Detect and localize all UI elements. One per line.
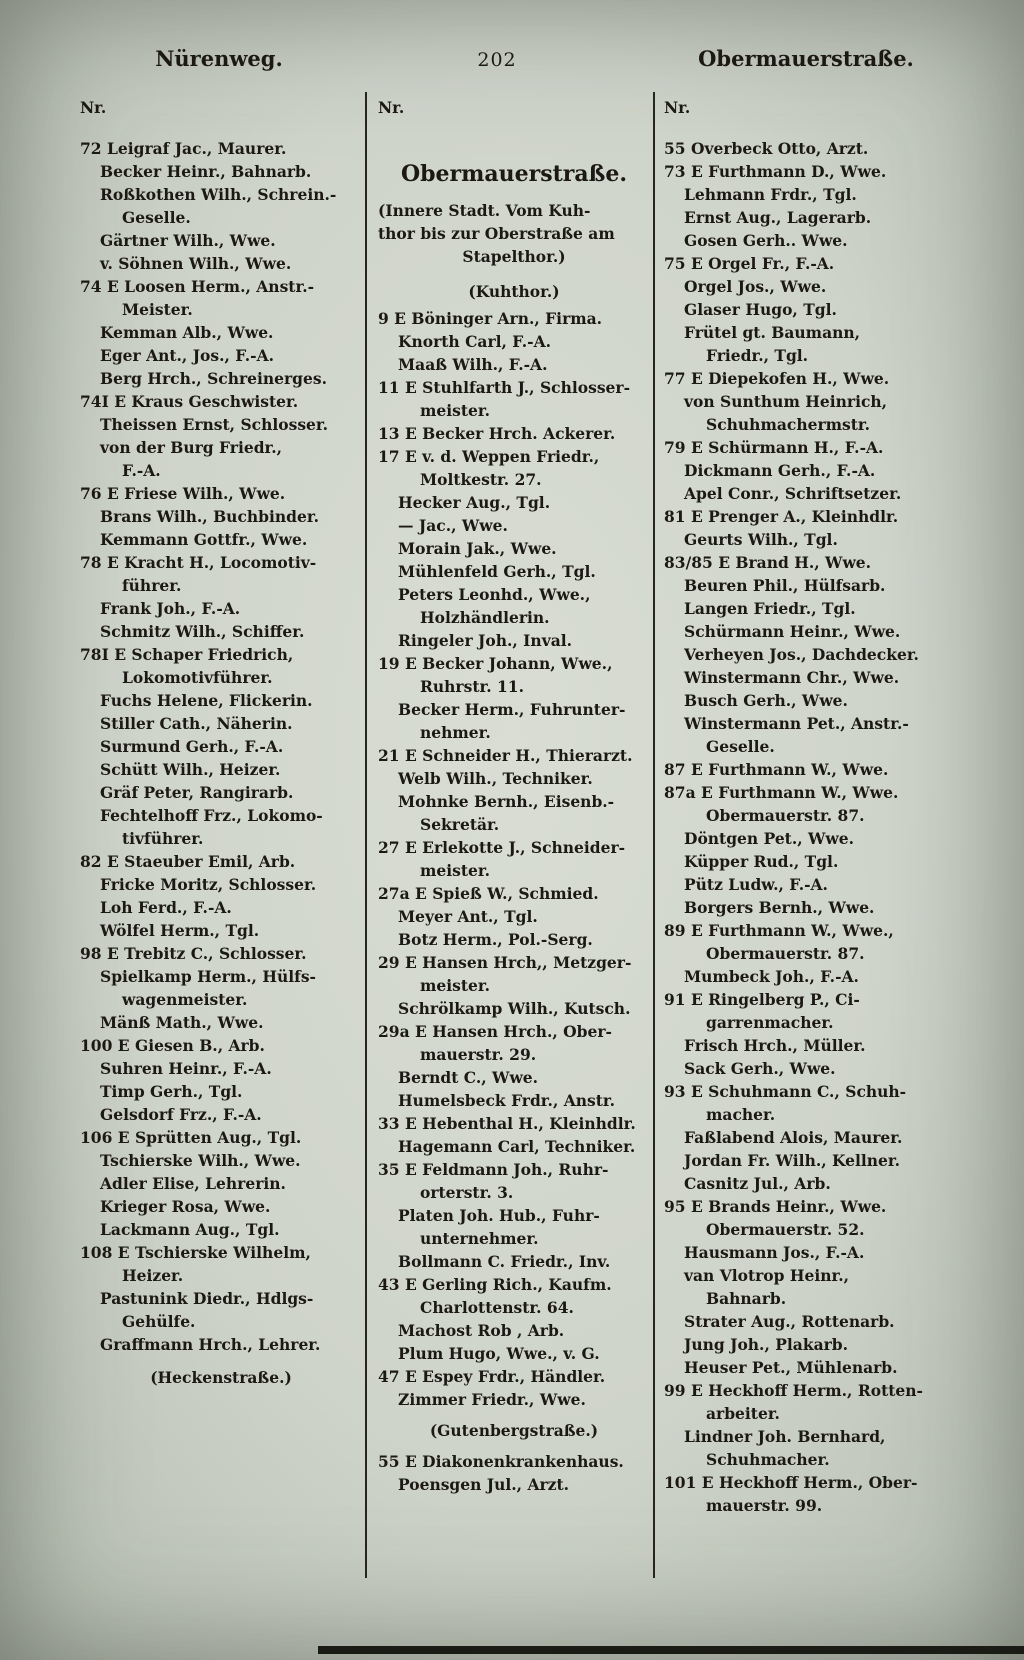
entry-line: Morain Jak., Wwe. xyxy=(398,539,557,558)
street-heading: Obermauerstraße. xyxy=(400,161,627,187)
entry-line: Gosen Gerh.. Wwe. xyxy=(684,231,848,250)
entry-line: 77 E Diepekofen H., Wwe. xyxy=(664,369,890,388)
entry-line: Schmitz Wilh., Schiffer. xyxy=(100,622,305,641)
entry-line: Frütel gt. Baumann, xyxy=(684,323,861,342)
entry-line: Suhren Heinr., F.-A. xyxy=(100,1059,272,1078)
entry-line: Dickmann Gerh., F.-A. xyxy=(684,461,876,480)
entry-line: 21 E Schneider H., Thierarzt. xyxy=(378,746,633,765)
entry-line: von Sunthum Heinrich, xyxy=(684,392,888,411)
entry-line: mauerstr. 99. xyxy=(706,1496,823,1515)
entry-line: Schürmann Heinr., Wwe. xyxy=(684,622,901,641)
entry-line: Zimmer Friedr., Wwe. xyxy=(398,1390,586,1409)
entry-line: 91 E Ringelberg P., Ci- xyxy=(664,990,860,1009)
entry-line: 55 E Diakonenkrankenhaus. xyxy=(378,1452,624,1471)
entry-line: meister. xyxy=(420,401,491,420)
entry-line: 101 E Heckhoff Herm., Ober- xyxy=(664,1473,918,1492)
entry-line: 35 E Feldmann Joh., Ruhr- xyxy=(378,1160,609,1179)
entry-line: — Jac., Wwe. xyxy=(398,516,508,535)
entry-line: Schuhmachermstr. xyxy=(706,415,871,434)
entry-line: Friedr., Tgl. xyxy=(706,346,809,365)
entry-line: Obermauerstr. 87. xyxy=(706,806,865,825)
entry-line: Jordan Fr. Wilh., Kellner. xyxy=(684,1151,901,1170)
entry-line: Berndt C., Wwe. xyxy=(398,1068,539,1087)
entry-line: 9 E Böninger Arn., Firma. xyxy=(378,309,603,328)
column-2 xyxy=(378,96,650,1496)
entry-line: Faßlabend Alois, Maurer. xyxy=(684,1128,903,1147)
entry-line: Gräf Peter, Rangirarb. xyxy=(100,783,294,802)
entry-line: 43 E Gerling Rich., Kaufm. xyxy=(378,1275,612,1294)
entry-line: Moltkestr. 27. xyxy=(420,470,542,489)
entry-line: Wölfel Herm., Tgl. xyxy=(100,921,260,940)
entry-line: Nr. xyxy=(664,98,691,117)
entry-line: Berg Hrch., Schreinerges. xyxy=(100,369,328,388)
entry-line: Surmund Gerh., F.-A. xyxy=(100,737,284,756)
entry-line: nehmer. xyxy=(420,723,491,742)
entry-line: 100 E Giesen B., Arb. xyxy=(80,1036,265,1055)
entry-line: Hecker Aug., Tgl. xyxy=(398,493,551,512)
spacer xyxy=(378,119,650,159)
entry-line: Plum Hugo, Wwe., v. G. xyxy=(398,1344,600,1363)
entry-line: 83/85 E Brand H., Wwe. xyxy=(664,553,872,572)
entry-line: Adler Elise, Lehrerin. xyxy=(100,1174,286,1193)
entry-line: macher. xyxy=(706,1105,776,1124)
entry-line: v. Söhnen Wilh., Wwe. xyxy=(100,254,292,273)
entry-line: 33 E Hebenthal H., Kleinhdlr. xyxy=(378,1114,636,1133)
running-header-right: Obermauerstraße. xyxy=(698,46,914,71)
entry-line: F.-A. xyxy=(122,461,161,480)
entry-line: Charlottenstr. 64. xyxy=(420,1298,574,1317)
entry-line: Hagemann Carl, Techniker. xyxy=(398,1137,636,1156)
entry-line: Loh Ferd., F.-A. xyxy=(100,898,232,917)
entry-line: Beuren Phil., Hülfsarb. xyxy=(684,576,886,595)
entry-line: Heizer. xyxy=(122,1266,184,1285)
entry-line: Peters Leonhd., Wwe., xyxy=(398,585,591,604)
entry-line: 78I E Schaper Friedrich, xyxy=(80,645,294,664)
entry-line: Schuhmacher. xyxy=(706,1450,830,1469)
entry-line: Lehmann Frdr., Tgl. xyxy=(684,185,857,204)
entry-line: 27a E Spieß W., Schmied. xyxy=(378,884,599,903)
entry-line: Kemmann Gottfr., Wwe. xyxy=(100,530,308,549)
entry-line: Fuchs Helene, Flickerin. xyxy=(100,691,313,710)
entry-line: 74 E Loosen Herm., Anstr.- xyxy=(80,277,315,296)
entry-line: Poensgen Jul., Arzt. xyxy=(398,1475,570,1494)
entry-line: Bollmann C. Friedr., Inv. xyxy=(398,1252,611,1271)
entry-line: Lokomotivführer. xyxy=(122,668,273,687)
entry-line: Casnitz Jul., Arb. xyxy=(684,1174,831,1193)
entry-line: 93 E Schuhmann C., Schuh- xyxy=(664,1082,907,1101)
entry-line: meister. xyxy=(420,861,491,880)
entry-line: Knorth Carl, F.-A. xyxy=(398,332,551,351)
entry-line: führer. xyxy=(122,576,182,595)
entry-line: Winstermann Chr., Wwe. xyxy=(684,668,900,687)
entry-line: 13 E Becker Hrch. Ackerer. xyxy=(378,424,616,443)
entry-line: Lackmann Aug., Tgl. xyxy=(100,1220,280,1239)
entry-line: Fricke Moritz, Schlosser. xyxy=(100,875,317,894)
entry-line: Ernst Aug., Lagerarb. xyxy=(684,208,872,227)
entry-line: 89 E Furthmann W., Wwe., xyxy=(664,921,894,940)
entry-line: 87a E Furthmann W., Wwe. xyxy=(664,783,899,802)
entry-line: Apel Conr., Schriftsetzer. xyxy=(684,484,902,503)
entry-line: Ringeler Joh., Inval. xyxy=(398,631,573,650)
entry-line: meister. xyxy=(420,976,491,995)
street-note: (Gutenbergstraße.) xyxy=(429,1421,599,1440)
column-3 xyxy=(664,96,960,1517)
entry-line: Hausmann Jos., F.-A. xyxy=(684,1243,865,1262)
entry-line: Kemman Alb., Wwe. xyxy=(100,323,274,342)
entry-line: 82 E Staeuber Emil, Arb. xyxy=(80,852,296,871)
entry-line: Fechtelhoff Frz., Lokomo- xyxy=(100,806,323,825)
spacer xyxy=(378,1442,650,1450)
entry-line: garrenmacher. xyxy=(706,1013,834,1032)
entry-line: 11 E Stuhlfarth J., Schlosser- xyxy=(378,378,631,397)
entry-line: Heuser Pet., Mühlenarb. xyxy=(684,1358,898,1377)
spacer xyxy=(80,1356,362,1366)
entry-line: Meyer Ant., Tgl. xyxy=(398,907,538,926)
entry-line: Nr. xyxy=(80,98,107,117)
entry-line: Frank Joh., F.-A. xyxy=(100,599,241,618)
entry-line: 73 E Furthmann D., Wwe. xyxy=(664,162,887,181)
entry-line: (Innere Stadt. Vom Kuh- xyxy=(378,201,591,220)
entry-line: 17 E v. d. Weppen Friedr., xyxy=(378,447,600,466)
entry-line: van Vlotrop Heinr., xyxy=(684,1266,850,1285)
entry-line: 55 Overbeck Otto, Arzt. xyxy=(664,139,869,158)
entry-line: Welb Wilh., Techniker. xyxy=(398,769,593,788)
entry-line: 106 E Sprütten Aug., Tgl. xyxy=(80,1128,302,1147)
entry-line: Gärtner Wilh., Wwe. xyxy=(100,231,276,250)
street-note: (Kuhthor.) xyxy=(468,282,560,301)
entry-line: Pastunink Diedr., Hdlgs- xyxy=(100,1289,314,1308)
entry-line: Schrölkamp Wilh., Kutsch. xyxy=(398,999,631,1018)
spacer xyxy=(378,1411,650,1419)
entry-line: 19 E Becker Johann, Wwe., xyxy=(378,654,613,673)
entry-line: 99 E Heckhoff Herm., Rotten- xyxy=(664,1381,923,1400)
entry-line: 81 E Prenger A., Kleinhdlr. xyxy=(664,507,899,526)
entry-line: Glaser Hugo, Tgl. xyxy=(684,300,837,319)
entry-line: Holzhändlerin. xyxy=(420,608,550,627)
entry-line: Lindner Joh. Bernhard, xyxy=(684,1427,886,1446)
street-note: Stapelthor.) xyxy=(462,247,566,266)
entry-line: Becker Herm., Fuhrunter- xyxy=(398,700,626,719)
entry-line: Machost Rob , Arb. xyxy=(398,1321,565,1340)
column-divider-left xyxy=(365,92,367,1578)
entry-line: Meister. xyxy=(122,300,193,319)
entry-line: 75 E Orgel Fr., F.-A. xyxy=(664,254,835,273)
bottom-rule xyxy=(318,1646,1024,1654)
entry-line: 29a E Hansen Hrch., Ober- xyxy=(378,1022,612,1041)
entry-line: 79 E Schürmann H., F.-A. xyxy=(664,438,884,457)
entry-line: Mohnke Bernh., Eisenb.- xyxy=(398,792,615,811)
entry-line: Bahnarb. xyxy=(706,1289,787,1308)
entry-line: Eger Ant., Jos., F.-A. xyxy=(100,346,275,365)
entry-line: Langen Friedr., Tgl. xyxy=(684,599,856,618)
entry-line: 29 E Hansen Hrch,, Metzger- xyxy=(378,953,632,972)
entry-line: Timp Gerh., Tgl. xyxy=(100,1082,243,1101)
page-number: 202 xyxy=(477,49,517,71)
running-header-left: Nürenweg. xyxy=(155,46,283,71)
entry-line: Sack Gerh., Wwe. xyxy=(684,1059,836,1078)
entry-line: Schütt Wilh., Heizer. xyxy=(100,760,281,779)
spacer xyxy=(378,189,650,199)
column-1 xyxy=(80,96,362,1389)
entry-line: unternehmer. xyxy=(420,1229,539,1248)
entry-line: Nr. xyxy=(378,98,405,117)
entry-line: wagenmeister. xyxy=(122,990,248,1009)
entry-line: Theissen Ernst, Schlosser. xyxy=(100,415,329,434)
entry-line: Mumbeck Joh., F.-A. xyxy=(684,967,859,986)
entry-line: 78 E Kracht H., Locomotiv- xyxy=(80,553,317,572)
entry-line: Maaß Wilh., F.-A. xyxy=(398,355,548,374)
entry-line: Obermauerstr. 52. xyxy=(706,1220,865,1239)
entry-line: Frisch Hrch., Müller. xyxy=(684,1036,866,1055)
entry-line: Tschierske Wilh., Wwe. xyxy=(100,1151,301,1170)
entry-line: Döntgen Pet., Wwe. xyxy=(684,829,855,848)
entry-line: Becker Heinr., Bahnarb. xyxy=(100,162,312,181)
spacer xyxy=(378,268,650,280)
entry-line: Jung Joh., Plakarb. xyxy=(684,1335,849,1354)
entry-line: 76 E Friese Wilh., Wwe. xyxy=(80,484,286,503)
entry-line: Humelsbeck Frdr., Anstr. xyxy=(398,1091,616,1110)
entry-line: Botz Herm., Pol.-Serg. xyxy=(398,930,593,949)
entry-line: mauerstr. 29. xyxy=(420,1045,537,1064)
entry-line: thor bis zur Oberstraße am xyxy=(378,224,615,243)
street-note: (Heckenstraße.) xyxy=(150,1368,292,1387)
entry-line: Busch Gerh., Wwe. xyxy=(684,691,848,710)
entry-line: Orgel Jos., Wwe. xyxy=(684,277,827,296)
entry-line: Platen Joh. Hub., Fuhr- xyxy=(398,1206,600,1225)
entry-line: Mänß Math., Wwe. xyxy=(100,1013,264,1032)
entry-line: Gehülfe. xyxy=(122,1312,196,1331)
entry-line: 108 E Tschierske Wilhelm, xyxy=(80,1243,311,1262)
entry-line: Borgers Bernh., Wwe. xyxy=(684,898,875,917)
entry-line: Graffmann Hrch., Lehrer. xyxy=(100,1335,321,1354)
entry-line: Ruhrstr. 11. xyxy=(420,677,524,696)
entry-line: Geselle. xyxy=(122,208,191,227)
entry-line: 87 E Furthmann W., Wwe. xyxy=(664,760,889,779)
entry-line: 98 E Trebitz C., Schlosser. xyxy=(80,944,307,963)
entry-line: 74I E Kraus Geschwister. xyxy=(80,392,299,411)
entry-line: 72 Leigraf Jac., Maurer. xyxy=(80,139,287,158)
entry-line: Sekretär. xyxy=(420,815,500,834)
entry-line: Küpper Rud., Tgl. xyxy=(684,852,839,871)
entry-line: Roßkothen Wilh., Schrein.- xyxy=(100,185,337,204)
entry-line: Gelsdorf Frz., F.-A. xyxy=(100,1105,262,1124)
entry-line: Krieger Rosa, Wwe. xyxy=(100,1197,271,1216)
entry-line: Brans Wilh., Buchbinder. xyxy=(100,507,319,526)
entry-line: Winstermann Pet., Anstr.- xyxy=(684,714,909,733)
entry-line: arbeiter. xyxy=(706,1404,780,1423)
entry-line: von der Burg Friedr., xyxy=(100,438,283,457)
spacer xyxy=(664,119,960,137)
entry-line: Geselle. xyxy=(706,737,775,756)
entry-line: Obermauerstr. 87. xyxy=(706,944,865,963)
entry-line: orterstr. 3. xyxy=(420,1183,514,1202)
column-divider-right xyxy=(653,92,655,1578)
entry-line: Strater Aug., Rottenarb. xyxy=(684,1312,895,1331)
spacer xyxy=(80,119,362,137)
entry-line: tivführer. xyxy=(122,829,204,848)
entry-line: 27 E Erlekotte J., Schneider- xyxy=(378,838,626,857)
entry-line: Verheyen Jos., Dachdecker. xyxy=(684,645,919,664)
entry-line: 95 E Brands Heinr., Wwe. xyxy=(664,1197,887,1216)
entry-line: Stiller Cath., Näherin. xyxy=(100,714,293,733)
entry-line: Spielkamp Herm., Hülfs- xyxy=(100,967,316,986)
entry-line: Geurts Wilh., Tgl. xyxy=(684,530,838,549)
entry-line: Pütz Ludw., F.-A. xyxy=(684,875,828,894)
entry-line: 47 E Espey Frdr., Händler. xyxy=(378,1367,606,1386)
entry-line: Mühlenfeld Gerh., Tgl. xyxy=(398,562,596,581)
